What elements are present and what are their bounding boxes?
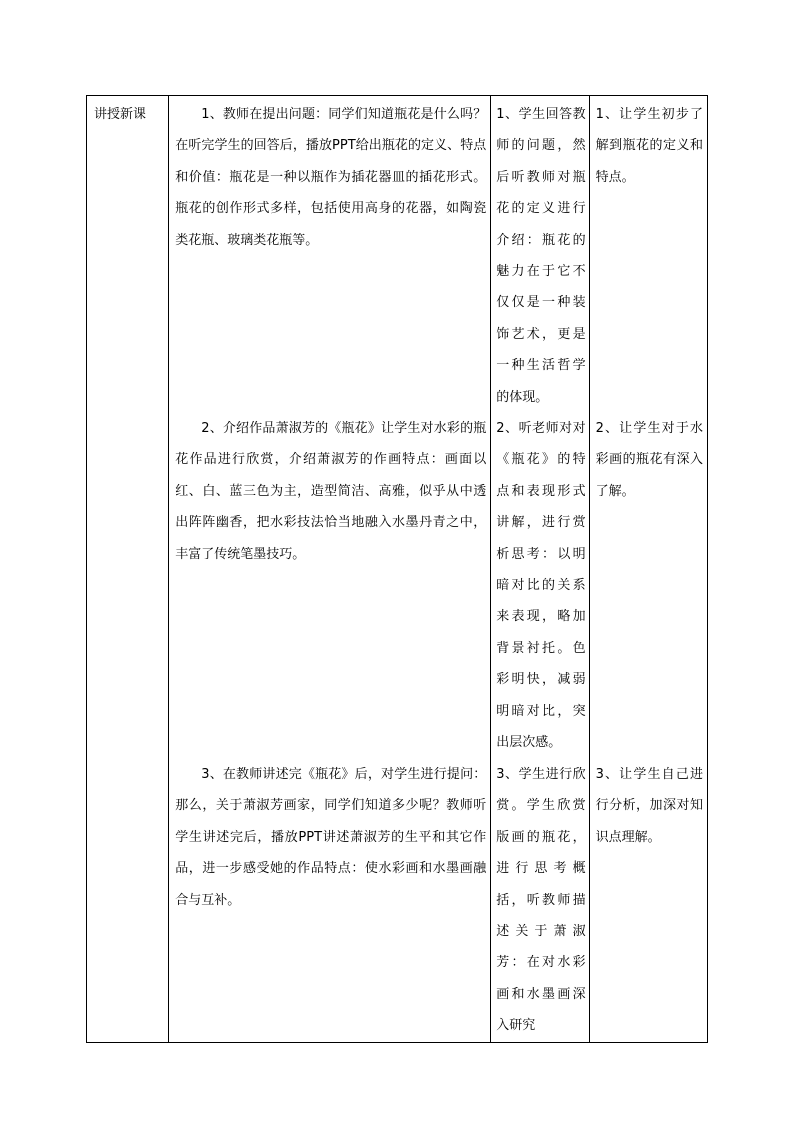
design-intent-3: 3、让学生自己进行分析，加深对知识点理解。 xyxy=(595,767,703,845)
table-row xyxy=(87,96,708,1043)
lesson-plan-table xyxy=(86,95,708,1043)
teacher-activity-1: 1、教师在提出问题：同学们知道瓶花是什么吗？在听完学生的回答后，播放PPT给出瓶花的定义、特点和价值：瓶花是一种以瓶作为插花器皿的插花形式。瓶花的创作形式多样，包括使用高身的花器，如陶瓷类花瓶、玻璃类花瓶等。 xyxy=(175,107,487,248)
student-activity-2: 2、听老师对对《瓶花》的特点和表现形式讲解，进行赏析思考：以明暗对比的关系来表现，略加背景衬托。色彩明快，减弱明暗对比，突出层次感。 xyxy=(496,421,586,751)
student-activity-3: 3、学生进行欣赏。学生欣赏版画的瓶花，进行思考概括，听教师描述关于萧淑芳：在对水彩画和水墨画深入研究 xyxy=(496,767,586,1034)
design-intent-2: 2、让学生对于水彩画的瓶花有深入了解。 xyxy=(595,421,703,499)
stage-cell xyxy=(87,96,169,1043)
teacher-activity-cell xyxy=(169,96,491,1043)
student-activity-1: 1、学生回答教师的问题，然后听教师对瓶花的定义进行介绍：瓶花的魅力在于它不仅仅是一种装饰艺术，更是一种生活哲学的体现。 xyxy=(496,107,586,405)
design-intent-1: 1、让学生初步了解到瓶花的定义和特点。 xyxy=(595,107,703,185)
teacher-activity-3: 3、在教师讲述完《瓶花》后，对学生进行提问：那么，关于萧淑芳画家，同学们知道多少呢？教师听学生讲述完后，播放PPT讲述萧淑芳的生平和其它作品，进一步感受她的作品特点：使水彩画和水墨画融合与互补。 xyxy=(175,767,487,908)
design-intent-cell xyxy=(589,96,707,1043)
student-activity-cell xyxy=(491,96,589,1043)
teacher-activity-2: 2、介绍作品萧淑芳的《瓶花》让学生对水彩的瓶花作品进行欣赏，介绍萧淑芳的作画特点：画面以红、白、蓝三色为主，造型简洁、高雅，似乎从中透出阵阵幽香，把水彩技法恰当地融入水墨丹青之中，丰富了传统笔墨技巧。 xyxy=(175,421,487,562)
stage-label: 讲授新课 xyxy=(94,107,147,122)
